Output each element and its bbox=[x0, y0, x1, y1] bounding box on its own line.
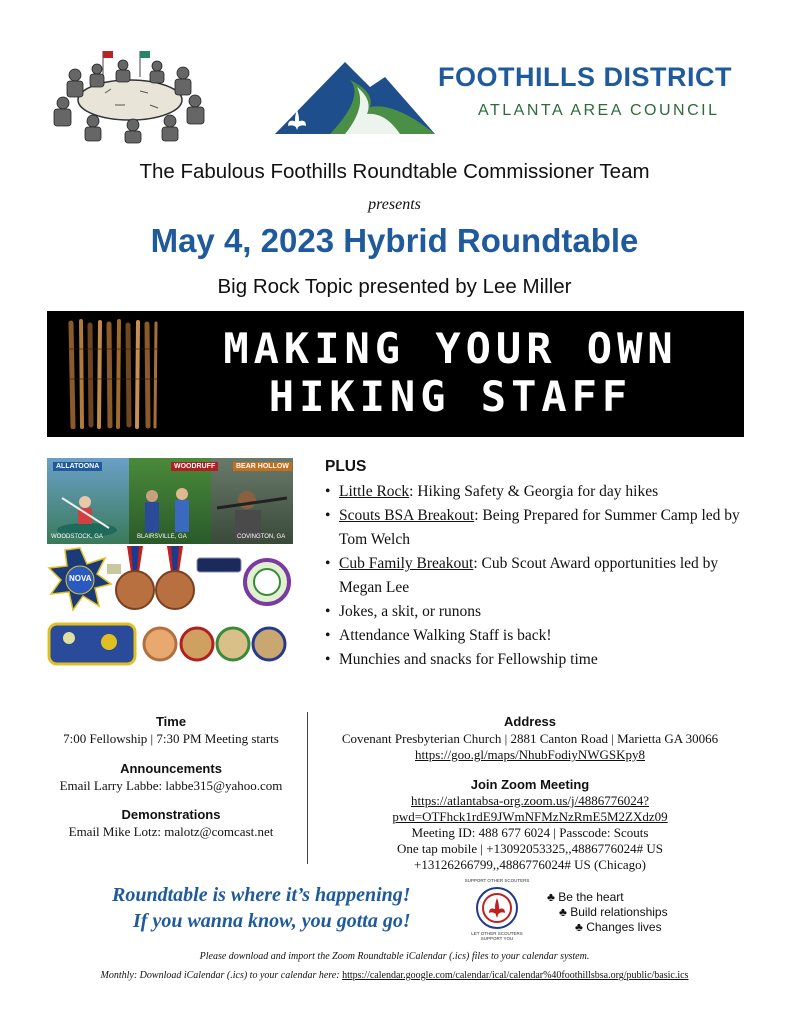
camp-label-allatoona: ALLATOONA bbox=[53, 462, 102, 471]
camp-label-bear-hollow: BEAR HOLLOW bbox=[233, 462, 292, 471]
camp-location-2: BLAIRSVILLE, GA bbox=[137, 534, 187, 540]
announcements-label: Announcements bbox=[120, 761, 222, 776]
slogan-line-1: Roundtable is where it’s happening! bbox=[112, 884, 411, 906]
monthly-note bbox=[0, 970, 789, 981]
camp-location-3: COVINGTON, GA bbox=[237, 534, 286, 540]
list-item-text: Munchies and snacks for Fellowship time bbox=[339, 651, 598, 668]
demonstrations-value: Email Mike Lotz: malotz@comcast.net bbox=[68, 824, 274, 839]
list-item-title: Scouts BSA Breakout bbox=[339, 507, 475, 524]
zoom-meeting-id: Meeting ID: 488 677 6024 | Passcode: Scouts bbox=[411, 825, 649, 840]
column-divider bbox=[307, 712, 308, 864]
roundtable-illustration bbox=[45, 45, 210, 145]
camp-label-woodruff: WOODRUFF bbox=[171, 462, 218, 471]
awards-patches-image bbox=[47, 544, 293, 669]
demonstrations-label: Demonstrations bbox=[121, 807, 221, 822]
list-item bbox=[325, 504, 745, 552]
mountain-logo bbox=[275, 52, 435, 137]
list-item-title: Cub Family Breakout bbox=[339, 555, 474, 572]
plus-heading: PLUS bbox=[325, 458, 367, 475]
topic-banner bbox=[47, 311, 744, 437]
rank-patch bbox=[49, 624, 135, 664]
time-value: 7:00 Fellowship | 7:30 PM Meeting starts bbox=[63, 731, 279, 746]
commissioner-seal bbox=[475, 886, 519, 930]
list-item-text: Jokes, a skit, or runons bbox=[339, 603, 482, 620]
heart-item-2: ♣ Build relationships bbox=[559, 905, 668, 919]
zoom-label: Join Zoom Meeting bbox=[470, 777, 590, 792]
list-item bbox=[325, 648, 745, 672]
download-note: Please download and import the Zoom Roundtable iCalendar (.ics) files to your calendar system. bbox=[199, 951, 590, 962]
camp-photo-collage bbox=[47, 458, 293, 544]
address-label: Address bbox=[503, 714, 557, 729]
list-item bbox=[325, 600, 745, 624]
wreath-patch bbox=[245, 560, 289, 604]
heart-item-1: ♣ Be the heart bbox=[547, 890, 624, 904]
presents-text: presents bbox=[368, 196, 421, 213]
club-suit-icon: ♣ bbox=[559, 905, 571, 919]
award-medallions bbox=[144, 628, 285, 660]
page-title: May 4, 2023 Hybrid Roundtable bbox=[150, 222, 639, 259]
seal-top-text: SUPPORT OTHER SCOUTERS bbox=[464, 878, 530, 883]
zoom-link-line-1[interactable]: https://atlantabsa-org.zoom.us/j/4886776024? bbox=[410, 793, 650, 808]
camp-location-1: WOODSTOCK, GA bbox=[51, 534, 103, 540]
list-item-text: : Being Prepared for Summer Camp led by Tom Welch bbox=[339, 507, 740, 548]
zoom-link-line-2[interactable]: pwd=OTFhck1rdE9JWmNFMzNzRmE5M2ZXdz09 bbox=[392, 809, 668, 824]
plus-list bbox=[325, 480, 745, 672]
list-item bbox=[325, 624, 745, 648]
monthly-note-prefix: Monthly: Download iCalendar (.ics) to your calendar here: bbox=[100, 970, 343, 981]
district-name: FOOTHILLS DISTRICT bbox=[438, 62, 732, 92]
calendar-ics-link[interactable]: https://calendar.google.com/calendar/ical/calendar%40foothillsbsa.org/public/basic.ics bbox=[342, 970, 689, 981]
list-item bbox=[325, 480, 745, 504]
announcements-value: Email Larry Labbe: labbe315@yahoo.com bbox=[59, 778, 283, 793]
list-item-text: : Cub Scout Award opportunities led by Megan Lee bbox=[339, 555, 719, 596]
club-suit-icon: ♣ bbox=[547, 890, 559, 904]
big-rock-topic: Big Rock Topic presented by Lee Miller bbox=[217, 275, 572, 298]
team-line: The Fabulous Foothills Roundtable Commissioner Team bbox=[139, 160, 650, 183]
seal-bottom-text: LET OTHER SCOUTERS SUPPORT YOU bbox=[471, 931, 523, 941]
zoom-tap-2: +13126266799,,4886776024# US (Chicago) bbox=[414, 857, 646, 872]
council-name: ATLANTA AREA COUNCIL bbox=[478, 102, 720, 119]
list-item-title: Little Rock bbox=[339, 483, 410, 500]
list-item bbox=[325, 552, 745, 600]
map-link[interactable]: https://goo.gl/maps/NhubFodiyNWGSKpy8 bbox=[414, 747, 646, 762]
time-label: Time bbox=[155, 714, 187, 729]
zoom-tap-1: One tap mobile | +13092053325,,4886776024# US bbox=[397, 841, 663, 856]
hiking-staffs-image bbox=[67, 319, 159, 429]
banner-title bbox=[167, 325, 734, 421]
banner-line-1: MAKING YOUR OWN bbox=[223, 324, 678, 373]
nova-patch-label: NOVA bbox=[69, 574, 92, 583]
banner-line-2: HIKING STAFF bbox=[268, 372, 633, 421]
list-item-text: : Hiking Safety & Georgia for day hikes bbox=[409, 483, 659, 500]
slogan-line-2: If you wanna know, you gotta go! bbox=[133, 910, 411, 932]
medal-ribbon-icon bbox=[116, 546, 194, 609]
heart-item-3: ♣ Changes lives bbox=[575, 920, 662, 934]
club-suit-icon: ♣ bbox=[575, 920, 587, 934]
list-item-text: Attendance Walking Staff is back! bbox=[339, 627, 552, 644]
address-value: Covenant Presbyterian Church | 2881 Canton Road | Marietta GA 30066 bbox=[341, 731, 719, 746]
